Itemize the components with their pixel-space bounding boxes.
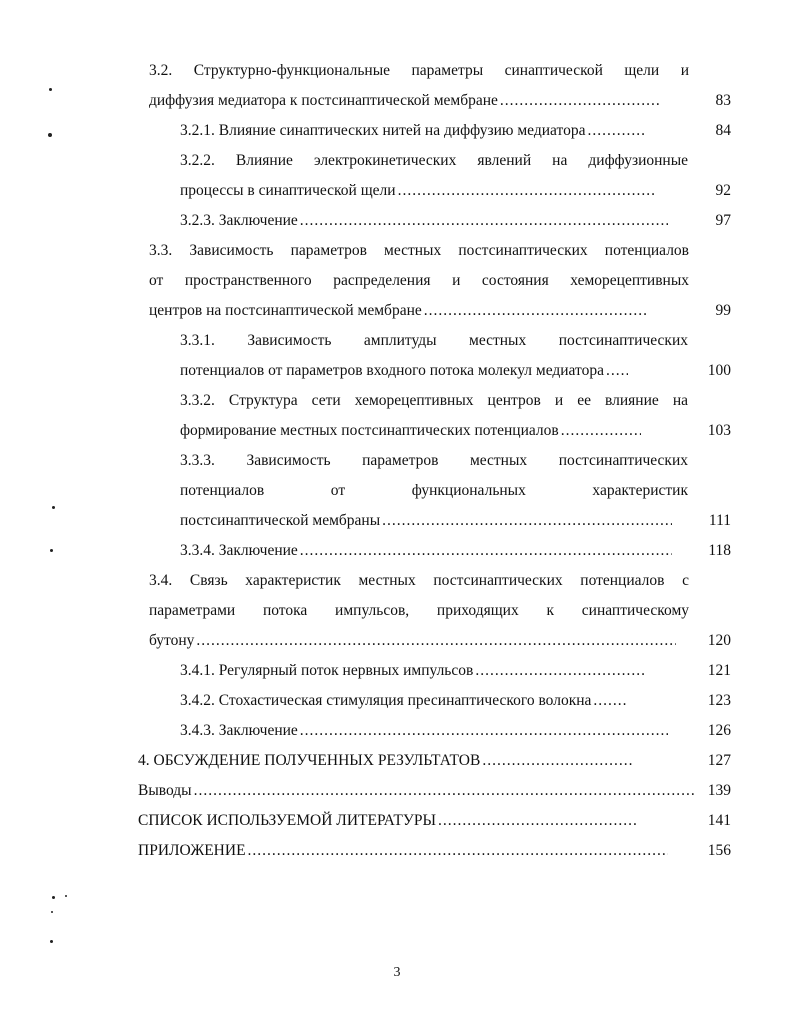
toc-entry-leader-line: [180, 656, 731, 686]
toc-page-number: 99: [715, 302, 731, 319]
toc-entry-3-4-2[interactable]: [180, 686, 731, 716]
toc-entry-text: 3.2.2. Влияние электрокинетических явлений на диффузионные: [180, 152, 688, 169]
toc-entry-text: от пространственного распределения и состояния хеморецептивных: [149, 272, 689, 289]
toc-entry-3-3-1[interactable]: [180, 326, 731, 386]
toc-entry-leader-line: [180, 176, 731, 206]
toc-entry-text: 3.2. Структурно-функциональные параметры синаптической щели и: [149, 62, 689, 79]
toc-page-number: 103: [707, 422, 731, 439]
scan-speck: [52, 896, 55, 899]
toc-entry-3-2-1[interactable]: [180, 116, 731, 146]
scan-speck: [65, 895, 67, 897]
toc-entry-leader-line: [180, 356, 731, 386]
toc-page-number: 139: [707, 782, 731, 799]
toc-entry-leader-line: [149, 296, 731, 326]
scan-speck: [51, 911, 53, 913]
toc-entry-appendix[interactable]: [138, 836, 731, 866]
toc-entry-3-3-3[interactable]: [180, 446, 731, 536]
toc-page-number: 123: [707, 692, 731, 709]
toc-entry-leader-line: [138, 806, 731, 836]
page-number: 3: [393, 965, 401, 980]
leader-dots: [248, 836, 668, 866]
toc-entry-3-4-3[interactable]: [180, 716, 731, 746]
toc-entry-text: 3.4.3. Заключение: [180, 722, 298, 739]
toc-entry-leader-line: [138, 776, 731, 806]
toc-page-number: 126: [707, 722, 731, 739]
toc-entry-leader-line: [180, 506, 731, 536]
toc-entry-3-3-2[interactable]: [180, 386, 731, 446]
toc-entry-text: Выводы: [138, 782, 192, 799]
toc-entry-text: 3.3.4. Заключение: [180, 542, 298, 559]
leader-dots: [587, 116, 647, 146]
leader-dots: [561, 416, 641, 446]
toc-entry-3-2[interactable]: [149, 56, 731, 116]
leader-dots: [398, 176, 656, 206]
leader-dots: [593, 686, 627, 716]
toc-entry-leader-line: [149, 86, 731, 116]
leader-dots: [300, 206, 668, 236]
toc-page-number: 100: [707, 362, 731, 379]
toc-entry-references[interactable]: [138, 806, 731, 836]
toc-page-number: 127: [707, 752, 731, 769]
toc-entry-text: потенциалов от параметров входного потока молекул медиатора: [180, 362, 604, 379]
toc-entry-3-4-1[interactable]: [180, 656, 731, 686]
toc-entry-3-3[interactable]: [149, 236, 731, 326]
leader-dots: [424, 296, 648, 326]
toc-entry-conclusions[interactable]: [138, 776, 731, 806]
toc-entry-leader-line: [180, 116, 731, 146]
leader-dots: [500, 86, 660, 116]
leader-dots: [606, 356, 628, 386]
scan-speck: [48, 133, 52, 137]
toc-page-number: 84: [715, 122, 731, 139]
toc-entry-leader-line: [149, 626, 731, 656]
toc-entry-3-2-2[interactable]: [180, 146, 731, 206]
toc-page-number: 121: [707, 662, 731, 679]
leader-dots: [382, 506, 672, 536]
toc-page-number: 141: [707, 812, 731, 829]
toc-entry-leader-line: [138, 746, 731, 776]
toc-page-number: 156: [707, 842, 731, 859]
toc-entry-text: 3.2.3. Заключение: [180, 212, 298, 229]
leader-dots: [438, 806, 638, 836]
toc-entry-text: 3.4. Связь характеристик местных постсинаптических потенциалов с: [149, 572, 689, 589]
toc-entry-text: диффузия медиатора к постсинаптической мембране: [149, 92, 498, 109]
toc-entry-text: формирование местных постсинаптических потенциалов: [180, 422, 559, 439]
toc-entry-leader-line: [180, 416, 731, 446]
toc-entry-4[interactable]: [138, 746, 731, 776]
leader-dots: [475, 656, 645, 686]
leader-dots: [196, 626, 676, 656]
toc-entry-leader-line: [180, 536, 731, 566]
toc-entry-text: постсинаптической мембраны: [180, 512, 381, 529]
toc-page-number: 97: [715, 212, 731, 229]
toc-entry-3-4[interactable]: [149, 566, 731, 656]
toc-entry-text: параметрами потока импульсов, приходящих к синаптическому: [149, 602, 689, 619]
toc-entry-text: 3.4.2. Стохастическая стимуляция пресинаптического волокна: [180, 692, 592, 709]
toc-entry-3-2-3[interactable]: [180, 206, 731, 236]
toc-entry-leader-line: [180, 716, 731, 746]
leader-dots: [300, 716, 668, 746]
toc-entry-text: 4. ОБСУЖДЕНИЕ ПОЛУЧЕННЫХ РЕЗУЛЬТАТОВ: [138, 752, 481, 769]
toc-entry-text: ПРИЛОЖЕНИЕ: [138, 842, 246, 859]
scan-speck: [52, 506, 55, 509]
toc-page-number: 120: [707, 632, 731, 649]
scan-speck: [49, 88, 52, 91]
toc-page-number: 83: [715, 92, 731, 109]
toc-entry-3-3-4[interactable]: [180, 536, 731, 566]
toc-page-number: 118: [708, 542, 731, 559]
toc-entry-text: потенциалов от функциональных характеристик: [180, 482, 688, 499]
leader-dots: [482, 746, 632, 776]
toc-page-number: 111: [708, 512, 731, 529]
toc-page-number: 92: [715, 182, 731, 199]
scan-speck: [50, 549, 53, 552]
toc-entry-text: СПИСОК ИСПОЛЬЗУЕМОЙ ЛИТЕРАТУРЫ: [138, 812, 436, 829]
toc-entry-text: 3.3.2. Структура сети хеморецептивных центров и ее влияние на: [180, 392, 688, 409]
toc-entry-leader-line: [180, 686, 731, 716]
toc-entry-text: 3.3. Зависимость параметров местных постсинаптических потенциалов: [149, 242, 689, 259]
toc-entry-text: процессы в синаптической щели: [180, 182, 396, 199]
toc-entry-text: 3.3.1. Зависимость амплитуды местных постсинаптических: [180, 332, 688, 349]
toc-entry-text: 3.4.1. Регулярный поток нервных импульсов: [180, 662, 474, 679]
toc-entry-text: бутону: [149, 632, 195, 649]
leader-dots: [300, 536, 672, 566]
toc-entry-text: 3.2.1. Влияние синаптических нитей на диффузию медиатора: [180, 122, 586, 139]
leader-dots: [194, 776, 694, 806]
toc-entry-text: 3.3.3. Зависимость параметров местных постсинаптических: [180, 452, 688, 469]
toc-entry-leader-line: [138, 836, 731, 866]
scan-speck: [50, 940, 53, 943]
toc-entry-text: центров на постсинаптической мембране: [149, 302, 422, 319]
toc-entry-leader-line: [180, 206, 731, 236]
